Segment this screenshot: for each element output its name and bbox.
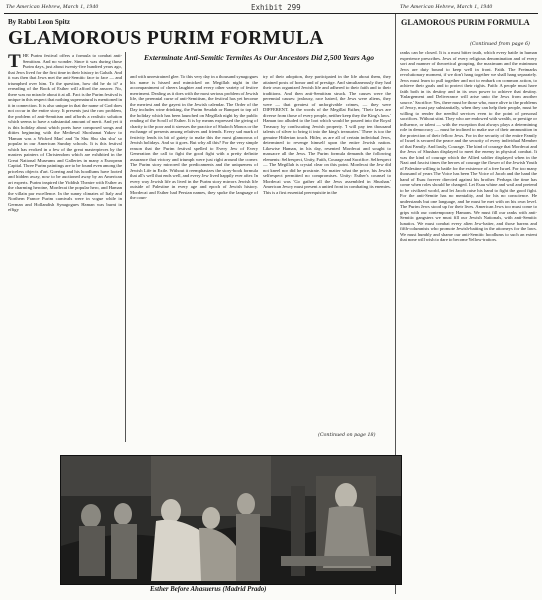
right-headline: GLAMOROUS PURIM FORMULA — [401, 18, 530, 27]
article-column-1 — [8, 53, 122, 439]
column-2-text: and with unrestrained glee. To this very day in a thousand synagogues his name is hissed and mimicked on Megillah night in the accompaniment of cheers laughter and every other variety of festive merriment. Dealing as it does with the most serious problem of Jewish life, the perennial curse of anti-Semitism, the festival has yet become the merriest and the gayest in the Jewish calendar. The Order of the Day includes wine drinking, the Purim Seudah or Banquet to top off the holiday which has been launched on Megillah night by the public reading of the Scroll of Esther. It is by means expressed the giving of charity to the poor and it stresses the practice of Shaloch Monos or the exchange of presents among relatives and friends. Every sad mark of festivity lends its bit of gaiety to make this the most glamorous of Jewish holidays. And so it goes. But why all this? For the very simple reason that the Purim festival spelled to Every Jew of Every Generation the call to fight the good fight with a pretty definite assurance that victory and triumph were just right around the corner. The Purim story mirrored the predicaments and the uniqueness of Jewish Life in Exile. Without it reemphasizes the story-book formula that all's well that ends well, and every Jew lived happily ever after. In every way Jewish life as lived in the Purim story mirrors Jewish life outside of Palestine in every age and epoch of Jewish history. Mordecai and Esther had Persian names, they spoke the language of the coun- — [130, 74, 258, 200]
exhibit-label: Exhibit 299 — [251, 3, 301, 12]
column-rule — [125, 52, 126, 442]
article-column-2 — [130, 74, 258, 440]
column-4-text: ranks can be closed. It is a most bitter truth, which every battle in human experience prescribes. Jews of every religious denomination and of every sort and manner of theoretical grouping, the maximum and the minimum Jews are duty bound to keep well in front. Faith. The Freimarks revolutionary moment, if we don't hang together we shall hang separately. Jews must learn to pull together and not to embark on common action, to achieve their goals and to protect their rights. Faith: A people must have faith both in its destiny and in its own power to achieve that destiny. 'Enlargement and Deliverance will arise unto the Jews from another source.' Sacrifice: Yes, there must be those who, more alive to the problems of Jewry, must pay substantially, when they can help their people, must be willing to render the needful services even to the point of personal sacrifices. Without stint. They who are endowed with wealth, or prestige or influence, or talent — with the exception that always plays a determining role in democracy — must be inclined to make use of their ammunition in the protection of their fellow Jews. For in the security of the entire Family of Israel is secured the peace and the security of every individual Member of that Family. And lastly, Courage. The kind of courage that Mordecai and the Jews of Shushan displayed to meet the enemy in physical combat. It was the kind of courage which the Allied soldier displayed when in the Nazi and fascist times the heroes of courage the flower of the Jewish Youth of Palestine willing to battle for the existence of a free Israel. For too many thousand of years The Voice has been The Voice of Jacob and the hand the hand of Esau forever directed against his brother. Perhaps the time has come when roles should be changed. Let Esau whine and wail and pretend to be civilized world, and let Jacob raise his hand to fight the good fight. For the anti-Semite has no mentality, and for his no conscience. He understands but one language, and he must be met with on his own level. The Purim Jews stood up for their lives. American Jews too must come to grips with our contemporary Hamans. We must fill our ranks with anti-Semitic gangsters we must fill our Jewish Nationals, with anti-Semitic lunatics. We must combat every alien Jew-baiter, and those bareas and fifth-columnists who promote Jewish-baiting in the attorneys for the laws. We must humbly and shame our anti-Semitic hoodlums to such an extent that none will wish to dare to become Yellow-traitors. — [400, 50, 537, 242]
article-column-4 — [400, 50, 537, 594]
right-continued-note: (Continued from page 6) — [470, 42, 530, 47]
article-column-3 — [263, 74, 391, 430]
drop-cap: T — [8, 53, 21, 72]
continued-note: (Continued on page 18) — [318, 433, 376, 438]
byline: By Rabbi Leon Spitz — [8, 18, 71, 26]
header-rule — [4, 13, 538, 14]
column-3-text: try of their adoption, they participated in the life about them, they attained posts of honor and of prestige. And simultaneously they had their own organized Jewish life and adhered to their faith and to their traditions. And then anti-Semitism struck. The causes were the perennial causes: jealousy, race hatred, the Jews were aliens, they were — that greatest of unforgivable crimes, — they were DIFFERENT. In the words of the Megillat Esther, 'Their laws are diverse from those of every people, neither keep they the King's laws.' Haman too alluded to the loot which would be poured into the Royal Treasury by confiscating Jewish property. 'I will pay ten thousand talents of silver to bring it into the king's treasuries.' There is too the genuine Hitlerian touch. Hitler, as are all of certain individual Jews, determined to revenge himself upon the entire Jewish nation. Likewise Haman, in his day, resented Mordecai and sought to massacre all the Jews. The Purim formula demands the following elements: Selfrespect, Unity, Faith, Courage and Sacrifice. Selfrespect — The Megillah is crystal clear on this point. Mordecai the Jew did not kneel nor did he prostrate. No matter what the price, his Jewish selfrespect permitted no compromises. Unity: Esther's counsel to Mordecai was 'Go gather all the Jews assembled in Shushan.' American Jewry must present a united front in combating its enemies. This is a first essential prerequisite in the — [263, 74, 391, 195]
painting-illustration — [61, 456, 401, 584]
picture-caption: Esther Before Ahasuerus (Madrid Prado) — [150, 586, 267, 593]
subheadline: Exterminate Anti-Semitic Termites As Our Ancestors Did 2,500 Years Ago — [143, 53, 375, 62]
column-1-text: HE Purim festival offers a formula to combat anti-Semitism. And no wonder. Since it was during those Purim days, just about twenty-five hundred years ago, that Jews lived for the first time in their history in Galuth. And it was then that Jews met the anti-Semitic face to face — and triumphed over him. To the question, how did he do it? a rereading of the Book of Esther will afford the answer. No, there was no miracle about it at all. Fact is the Purim festival is unique in this respect that nothing supernatural is mentioned in it in connection. It is also unique in that the name of God does not occur in the entire story. It presents just the raw problem, the problem of anti-Semitism and affords a realistic solution which seems to have a substantial amount of merit. And yet it is this holiday about which poets have composed songs and ditties beginning with the Medieval Shoshanat Yakov to 'Haman was a Wicked Man' and 'In Shu Shu shu shu' so popular in our American Sunday schools. It is this festival which has evoked in a few of the great masterpieces by the masters painters of Christendom which are exhibited in the Great National Museums and Galleries in many a European Capital. Three Purim paintings are to be found even among the priceless objects d'art. Goering and his hoodlums have looted and hidden away, now to be auctioned away by an American art experts. Purim inspired the Yiddish Theatre with Esther as the charming heroine, Mordecai the popular hero, and Haman the villain par excellence. In the sunny climates of Italy and Northern France Purim carnivals were in vogue while in German and Hollandish Synagogues Haman was burnt in effigy — [8, 53, 122, 212]
left-folio: The American Hebrew, March 1, 1940 — [6, 4, 99, 10]
headline: GLAMOROUS PURIM FORMULA — [8, 28, 324, 49]
right-folio: The American Hebrew, March 1, 1940 — [400, 4, 493, 10]
painting-image — [60, 455, 402, 585]
